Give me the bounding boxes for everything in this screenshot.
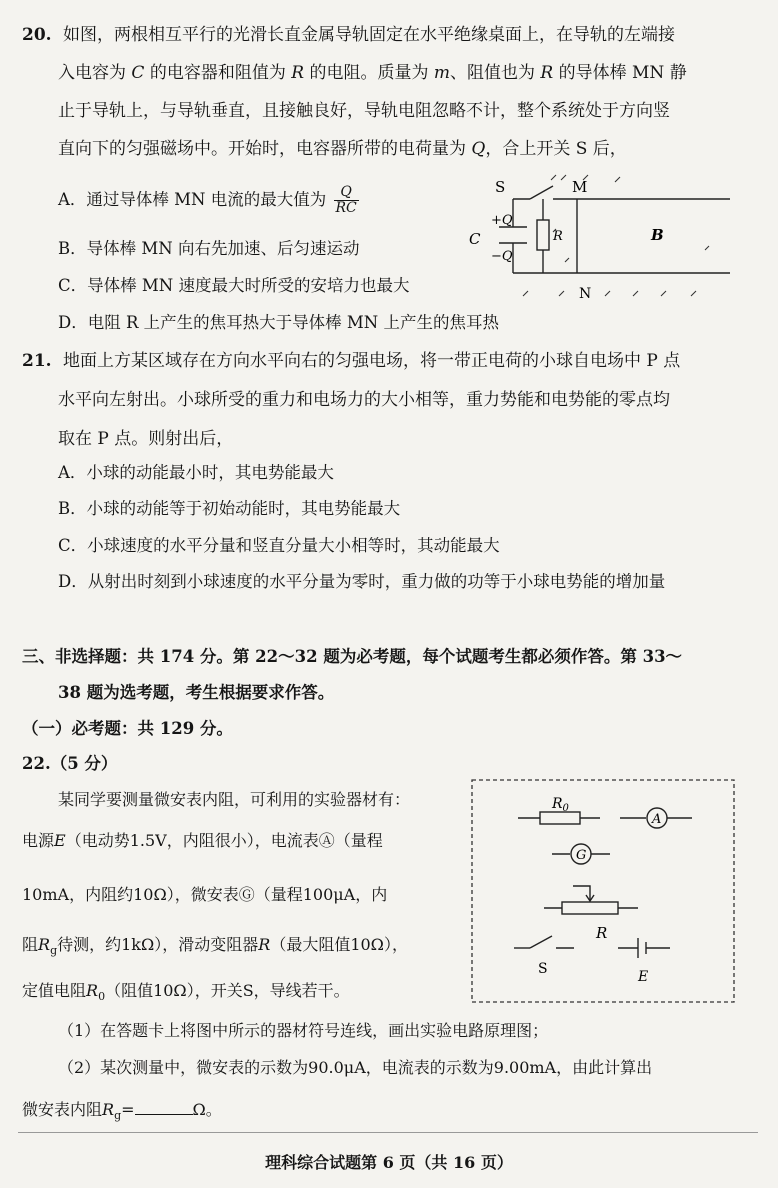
q21-stem-line-3: 取在 P 点。则射出后， [58, 429, 234, 449]
label-battery-e: E [638, 969, 649, 985]
q20-stem-line-1: 20. 如图，两根相互平行的光滑长直金属导轨固定在水平绝缘桌面上，在导轨的左端接 [22, 25, 675, 45]
label-switch-s: S [538, 961, 548, 977]
section3-heading-line-1: 三、非选择题：共 174 分。第 22～32 题为必考题，每个试题考生都必须作答。第 33～ [22, 647, 683, 666]
label-ammeter-a: A [652, 812, 662, 827]
fraction-q-over-rc: $\frac{Q}{RC}$ [335, 184, 357, 216]
switch-s-icon [530, 186, 553, 199]
page-footer: 理科综合试题第 6 页（共 16 页） [265, 1153, 513, 1172]
q21-option-d: D．从射出时刻到小球速度的水平分量为零时，重力做的功等于小球电势能的增加量 [58, 572, 666, 591]
q21-stem-line-1: 21. 地面上方某区域存在方向水平向右的匀强电场，将一带正电荷的小球自电场中 P 点 [22, 351, 681, 371]
q21-option-b: B．小球的动能等于初始动能时，其电势能最大 [58, 499, 401, 518]
section3-subheading: （一）必考题：共 129 分。 [22, 719, 233, 738]
rheostat-r-icon [562, 902, 618, 914]
q22-line-3: 10mA，内阻约10Ω），微安表Ⓖ（量程100μA，内 [22, 885, 388, 904]
q22-part-2: （2）某次测量中，微安表的示数为90.0μA，电流表的示数为9.00mA，由此计算出 [58, 1058, 653, 1077]
label-r0: $R_0$ [552, 796, 569, 814]
q21-option-c: C．小球速度的水平分量和竖直分量大小相等时，其动能最大 [58, 536, 500, 555]
label-switch-s: S [495, 178, 506, 196]
label-m: M [572, 178, 588, 196]
label-field-b: B [651, 226, 664, 244]
q22-part-3: 微安表内阻$R_g= \Omega$。 [22, 1100, 222, 1123]
dashed-frame [472, 780, 734, 1002]
label-n: N [579, 286, 592, 302]
q20-circuit-figure [455, 172, 745, 304]
label-rheostat-r: R [596, 924, 608, 942]
resistor-r-icon [537, 220, 549, 250]
q20-number: 20. [22, 25, 52, 45]
switch-s-icon [530, 936, 552, 948]
footer-divider [18, 1132, 758, 1133]
q20-option-b: B．导体棒 MN 向右先加速、后匀速运动 [58, 239, 360, 258]
answer-blank [135, 1098, 193, 1115]
q22-components-figure [470, 778, 738, 1006]
q22-line-4: 阻$R_g$待测，约1kΩ），滑动变阻器R（最大阻值10Ω）， [22, 935, 408, 958]
section3-heading-line-2: 38 题为选考题，考生根据要求作答。 [58, 683, 335, 702]
q21-stem-line-2: 水平向左射出。小球所受的重力和电场力的大小相等，重力势能和电势能的零点均 [58, 390, 670, 410]
resistor-r0-icon [540, 812, 580, 824]
label-microammeter-g: G [576, 848, 587, 863]
q22-line-2: 电源E（电动势1.5V，内阻很小），电流表Ⓐ（量程 [22, 831, 383, 850]
q20-stem-line-4: 直向下的匀强磁场中。开始时，电容器所带的电荷量为 Q，合上开关 S 后， [58, 139, 627, 159]
label-minus-q: −Q [491, 249, 513, 264]
magnetic-field-marks [523, 175, 709, 296]
q22-line-5: 定值电阻$R_0$（阻值10Ω），开关S，导线若干。 [22, 981, 350, 1004]
label-resistor-r: R [553, 229, 563, 244]
label-capacitor-c: C [469, 230, 481, 248]
q22-line-1: 某同学要测量微安表内阻，可利用的实验器材有： [58, 790, 411, 809]
q20-option-c: C．导体棒 MN 速度最大时所受的安培力也最大 [58, 276, 410, 295]
q20-option-d: D．电阻 R 上产生的焦耳热大于导体棒 MN 上产生的焦耳热 [58, 313, 499, 332]
q20-option-a: A．通过导体棒 MN 电流的最大值为 $\frac{Q}{RC}$ [58, 184, 357, 216]
q22-header: 22.（5 分） [22, 754, 118, 773]
q21-option-a: A．小球的动能最小时，其电势能最大 [58, 463, 334, 482]
q20-stem-line-3: 止于导轨上，与导轨垂直，且接触良好，导轨电阻忽略不计，整个系统处于方向竖 [58, 101, 670, 121]
q20-stem-line-2: 入电容为 C 的电容器和阻值为 R 的电阻。质量为 m、阻值也为 R 的导体棒 MN 静 [58, 63, 687, 83]
q21-number: 21. [22, 351, 52, 371]
label-plus-q: +Q [491, 213, 513, 228]
q22-part-1: （1）在答题卡上将图中所示的器材符号连线，画出实验电路原理图； [58, 1021, 549, 1040]
